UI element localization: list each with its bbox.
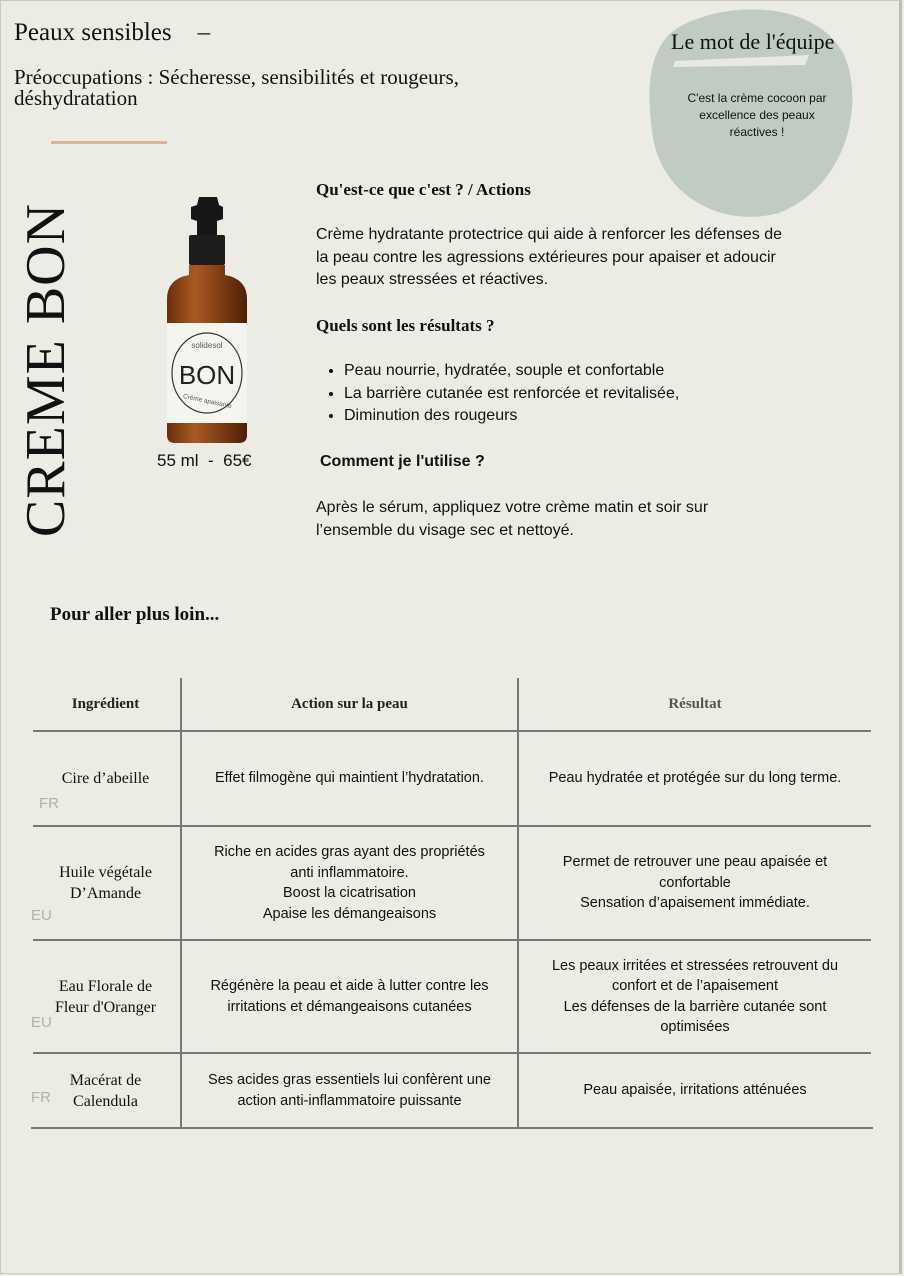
table-header-action: Action sur la peau xyxy=(291,695,408,712)
table-header-result: Résultat xyxy=(668,695,722,712)
bottle-brand-label: solidesol xyxy=(191,341,223,350)
list-item: • Peau nourrie, hydratée, souple et confortable xyxy=(344,360,804,383)
origin-label: EU xyxy=(31,907,52,924)
table-cell-action: Riche en acides gras ayant des propriétés anti inflammatoire. Boost la cicatrisation Apaise les démangeaisons xyxy=(214,844,485,922)
origin-label: EU xyxy=(31,1014,52,1031)
table-cell-ingredient: Cire d’abeille xyxy=(61,770,150,787)
list-item: • Diminution des rougeurs xyxy=(344,405,804,428)
usage-text: Après le sérum, appliquez votre crème matin et soir sur l’ensemble du visage sec et nettoyé. xyxy=(316,499,709,539)
table-cell-result: Peau apaisée, irritations atténuées xyxy=(583,1082,807,1099)
concerns-text: Préoccupations : Sécheresse, sensibilités et rougeurs, déshydratation xyxy=(14,65,459,110)
origin-label: FR xyxy=(31,1089,51,1106)
ingredients-table xyxy=(31,678,873,1130)
usage-heading: Comment je l'utilise ? xyxy=(320,453,485,470)
origin-label: FR xyxy=(39,795,59,812)
product-name-vertical xyxy=(11,201,81,539)
title-dash: – xyxy=(197,19,211,46)
team-quote: C'est la crème cocoon par excellence des peaux réactives ! xyxy=(687,91,827,139)
accent-divider xyxy=(51,141,167,144)
product-bottle-image xyxy=(161,195,253,447)
product-price: 55 ml - 65€ xyxy=(157,451,252,470)
table-cell-result: Permet de retrouver une peau apaisée et confortable Sensation d’apaisement immédiate. xyxy=(562,854,828,912)
table-cell-ingredient: Eau Florale de Fleur d'Oranger xyxy=(54,977,157,1016)
row-divider xyxy=(31,1127,873,1129)
actions-text: Crème hydratante protectrice qui aide à renforcer les défenses de la peau contre les agressions extérieures pour apaiser et adoucir les peaux stressées et réactives. xyxy=(316,226,783,288)
table-cell-result: Peau hydratée et protégée sur du long terme. xyxy=(548,770,842,787)
table-cell-result: Les peaux irritées et stressées retrouvent du confort et de l’apaisement Les défenses de la barrière cutanée sont optimisées xyxy=(551,957,839,1035)
table-cell-action: Effet filmogène qui maintient l’hydratation. xyxy=(215,770,484,787)
actions-heading: Qu'est-ce que c'est ? / Actions xyxy=(316,180,531,199)
results-list xyxy=(316,360,804,428)
bottle-sub-label: Crème apaisante xyxy=(182,392,233,411)
bottle-main-label: BON xyxy=(178,360,236,390)
skin-type-title xyxy=(14,19,210,47)
table-cell-action: Ses acides gras essentiels lui confèrent une action anti-inflammatoire puissante xyxy=(208,1072,491,1109)
team-title: Le mot de l'équipe xyxy=(671,29,835,54)
table-cell-ingredient: Huile végétale D’Amande xyxy=(59,864,152,902)
list-item: • La barrière cutanée est renforcée et revitalisée, xyxy=(344,383,804,406)
skin-type-label: Peaux sensibles xyxy=(14,19,172,46)
table-cell-action: Régénère la peau et aide à lutter contre les irritations et démangeaisons cutanées xyxy=(210,978,489,1015)
table-header-ingredient: Ingrédient xyxy=(71,695,140,712)
table-cell-ingredient: Macérat de Calendula xyxy=(69,1071,142,1110)
product-name: CREME BON xyxy=(15,202,77,538)
results-heading: Quels sont les résultats ? xyxy=(316,316,495,335)
further-heading: Pour aller plus loin... xyxy=(50,604,220,625)
